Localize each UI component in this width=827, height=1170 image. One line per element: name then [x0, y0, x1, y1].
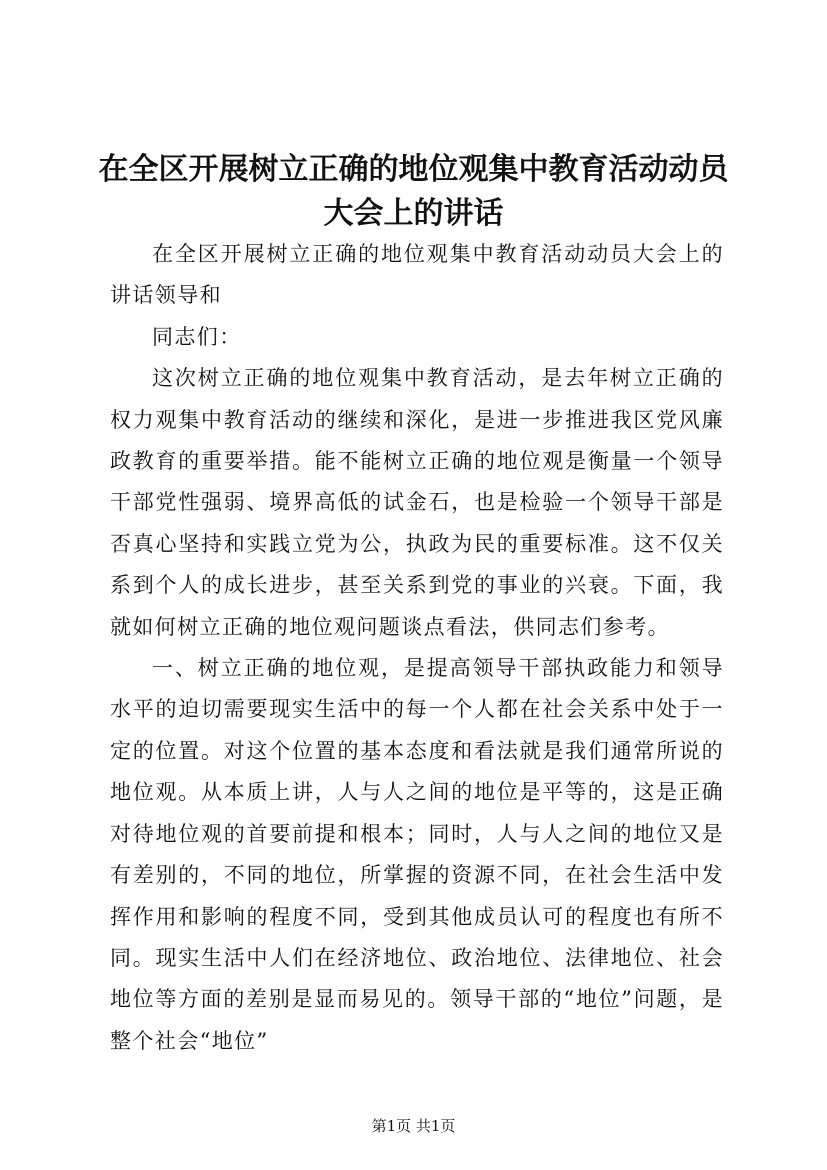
paragraph-salutation: 同志们： [152, 324, 242, 349]
document-body [110, 234, 724, 1062]
page-footer: 第1页 共1页 [371, 1117, 456, 1135]
paragraph-section-one: 一、树立正确的地位观，是提高领导干部执政能力和领导水平的迫切需要现实生活中的每一个人都在社会关系中处于一定的位置。对这个位置的基本态度和看法就是我们通常所说的地位观。从本质上讲，人与人之间的地位是平等的，这是正确对待地位观的首要前提和根本；同时，人与人之间的地位又是有差别的，不同的地位，所掌握的资源不同，在社会生活中发挥作用和影响的程度不同，受到其他成员认可的程度也有所不同。现实生活中人们在经济地位、政治地位、法律地位、社会地位等方面的差别是显而易见的。领导干部的“地位”问题，是整个社会“地位” [110, 656, 724, 1053]
paragraph-opening: 这次树立正确的地位观集中教育活动，是去年树立正确的权力观集中教育活动的继续和深化，是进一步推进我区党风廉政教育的重要举措。能不能树立正确的地位观是衡量一个领导干部党性强弱、境界高低的试金石，也是检验一个领导干部是否真心坚持和实践立党为公，执政为民的重要标准。这不仅关系到个人的成长进步，甚至关系到党的事业的兴衰。下面，我就如何树立正确的地位观问题谈点看法，供同志们参考。 [110, 366, 724, 639]
document-title: 在全区开展树立正确的地位观集中教育活动动员大会上的讲话 [98, 152, 729, 231]
paragraph-intro: 在全区开展树立正确的地位观集中教育活动动员大会上的讲话领导和 [110, 242, 724, 308]
